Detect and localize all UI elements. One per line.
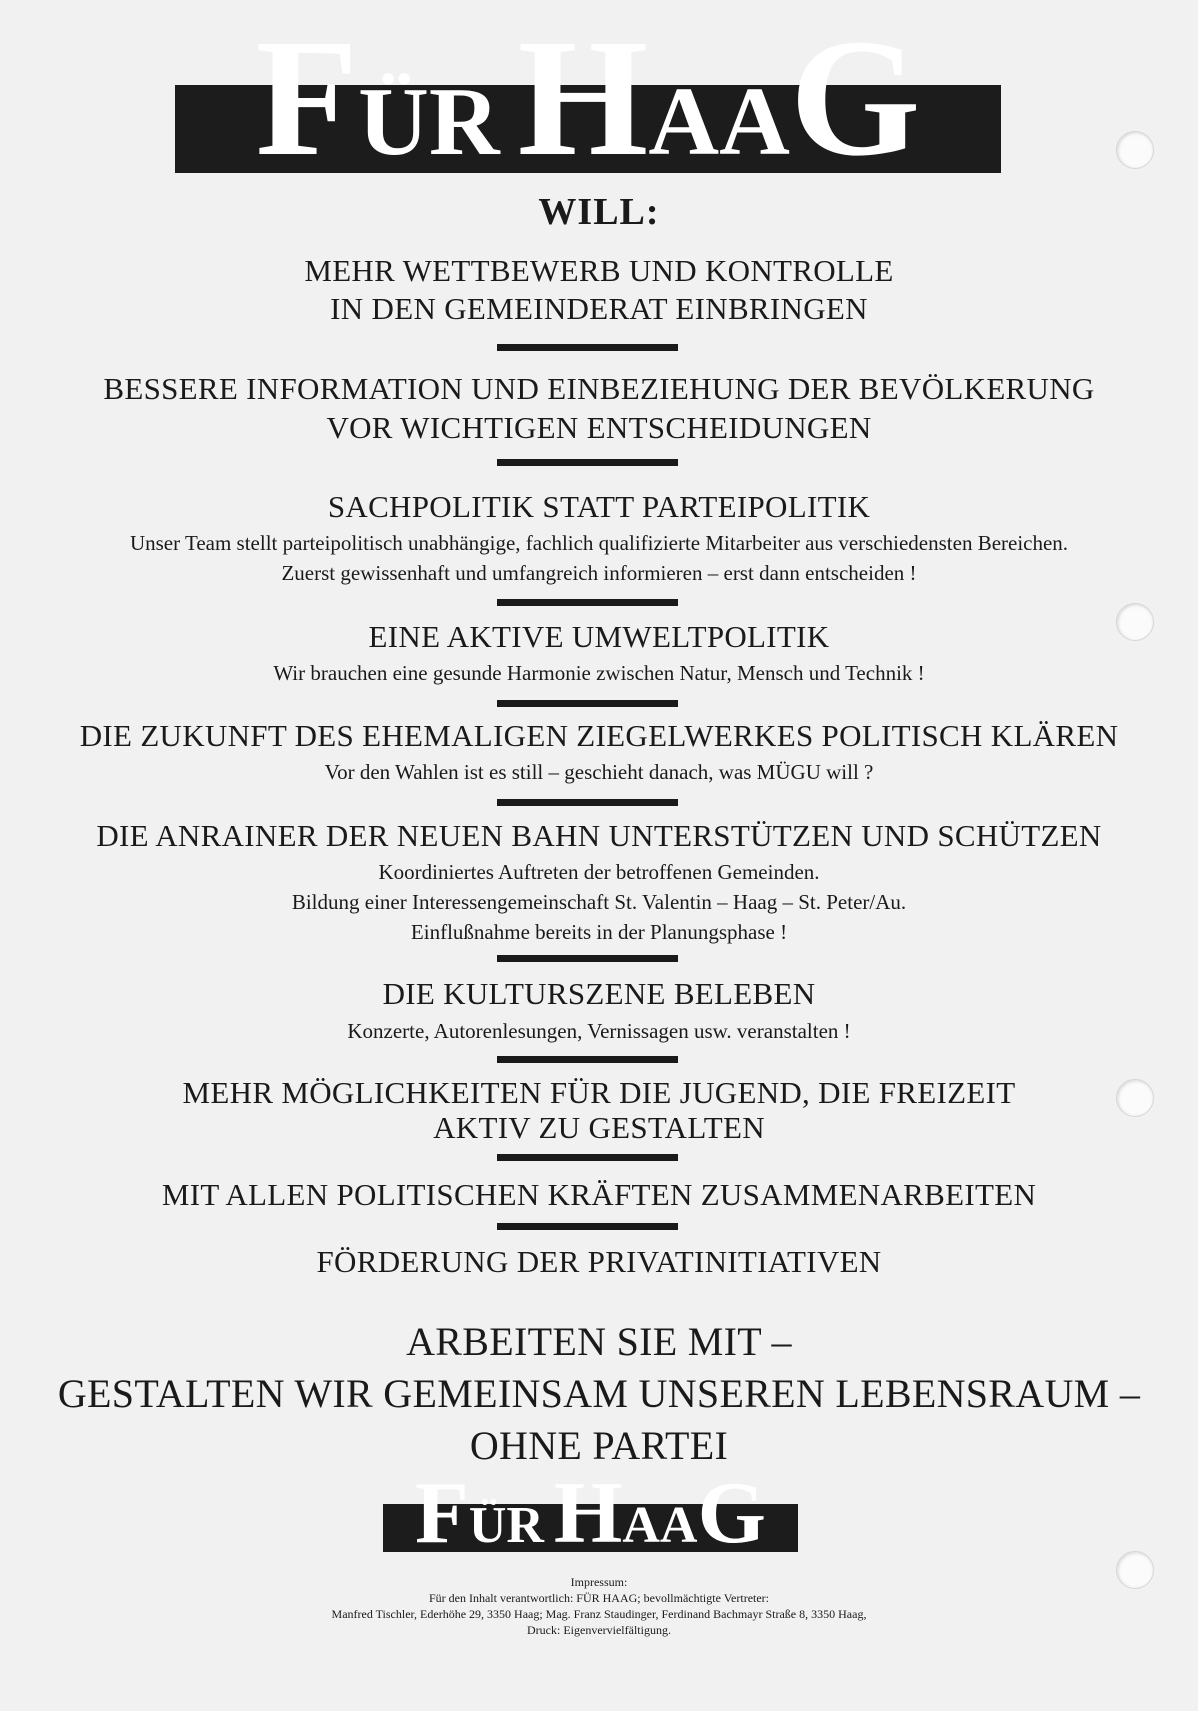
divider: [497, 799, 678, 806]
impressum-title: Impressum:: [570, 1575, 628, 1589]
will-heading: WILL:: [538, 191, 660, 233]
section-7-sub: Konzerte, Autorenlesungen, Vernissagen usw. veranstalten !: [347, 1019, 851, 1043]
punch-hole: [1116, 131, 1154, 169]
divider: [497, 1154, 678, 1161]
logo-bottom: FÜR HAAG: [415, 1465, 766, 1562]
section-6-sub-2: Bildung einer Interessengemeinschaft St. Valentin – Haag – St. Peter/Au.: [291, 890, 907, 914]
divider: [497, 955, 678, 962]
closing-line-1: ARBEITEN SIE MIT –: [406, 1319, 792, 1364]
section-10-head: FÖRDERUNG DER PRIVATINITIATIVEN: [316, 1244, 882, 1279]
punch-hole: [1116, 603, 1154, 641]
section-1-head-2: IN DEN GEMEINDERAT EINBRINGEN: [330, 291, 868, 326]
section-7-head: DIE KULTURSZENE BELEBEN: [382, 976, 816, 1011]
section-1-head-1: MEHR WETTBEWERB UND KONTROLLE: [304, 253, 894, 288]
section-3-sub-1: Unser Team stellt parteipolitisch unabhängige, fachlich qualifizierte Mitarbeiter aus verschiedensten Bereichen.: [129, 531, 1069, 555]
section-6-sub-3: Einflußnahme bereits in der Planungsphase !: [410, 920, 788, 944]
section-3-head: SACHPOLITIK STATT PARTEIPOLITIK: [327, 489, 871, 524]
divider: [497, 700, 678, 707]
divider: [497, 1056, 678, 1063]
divider: [497, 459, 678, 466]
section-9-head: MIT ALLEN POLITISCHEN KRÄFTEN ZUSAMMENARBEITEN: [161, 1177, 1037, 1212]
section-8-head-1: MEHR MÖGLICHKEITEN FÜR DIE JUGEND, DIE FREIZEIT: [182, 1075, 1016, 1110]
closing-line-2: GESTALTEN WIR GEMEINSAM UNSEREN LEBENSRAUM –: [57, 1371, 1141, 1416]
section-3-sub-2: Zuerst gewissenhaft und umfangreich informieren – erst dann entscheiden !: [281, 561, 917, 585]
closing-line-3: OHNE PARTEI: [469, 1423, 729, 1468]
impressum-line-2: Manfred Tischler, Ederhöhe 29, 3350 Haag; Mag. Franz Staudinger, Ferdinand Bachmayr Straße 8, 3350 Haag,: [331, 1607, 867, 1621]
section-5-head: DIE ZUKUNFT DES EHEMALIGEN ZIEGELWERKES POLITISCH KLÄREN: [79, 718, 1119, 753]
logo-top: FÜR HAAG: [255, 5, 921, 191]
section-6-sub-1: Koordiniertes Auftreten der betroffenen Gemeinden.: [378, 860, 820, 884]
impressum-line-3: Druck: Eigenvervielfältigung.: [527, 1623, 671, 1637]
section-4-sub: Wir brauchen eine gesunde Harmonie zwischen Natur, Mensch und Technik !: [273, 661, 925, 685]
section-6-head: DIE ANRAINER DER NEUEN BAHN UNTERSTÜTZEN UND SCHÜTZEN: [96, 818, 1102, 853]
impressum-line-1: Für den Inhalt verantwortlich: FÜR HAAG; bevollmächtigte Vertreter:: [428, 1591, 770, 1605]
divider: [497, 344, 678, 351]
section-2-head-2: VOR WICHTIGEN ENTSCHEIDUNGEN: [326, 410, 872, 445]
section-2-head-1: BESSERE INFORMATION UND EINBEZIEHUNG DER BEVÖLKERUNG: [103, 371, 1095, 406]
divider: [497, 599, 678, 606]
punch-hole: [1116, 1079, 1154, 1117]
section-5-sub: Vor den Wahlen ist es still – geschieht danach, was MÜGU will ?: [324, 760, 874, 784]
punch-hole: [1116, 1551, 1154, 1589]
divider: [497, 1223, 678, 1230]
section-4-head: EINE AKTIVE UMWELTPOLITIK: [368, 619, 830, 654]
section-8-head-2: AKTIV ZU GESTALTEN: [433, 1110, 765, 1145]
